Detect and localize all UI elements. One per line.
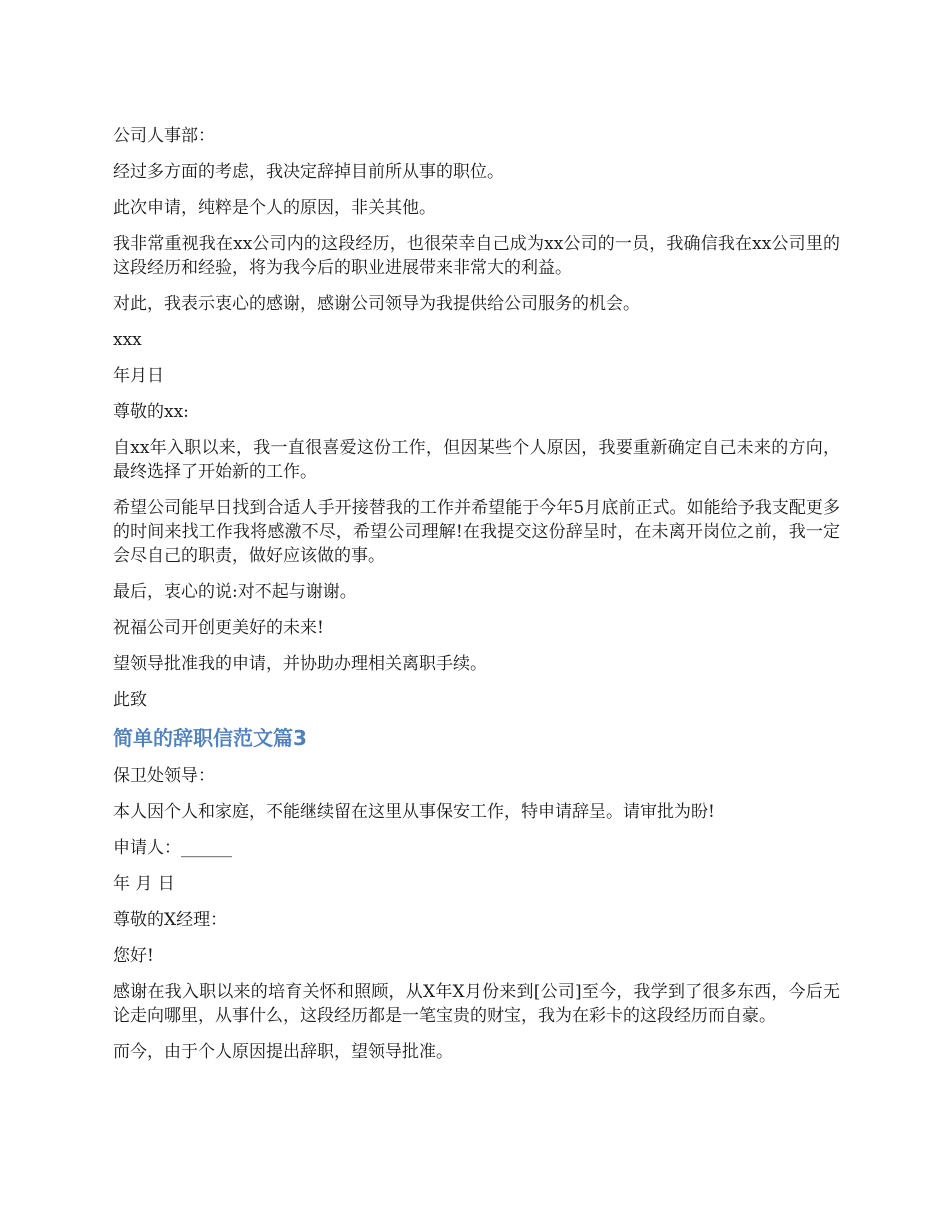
paragraph: 对此，我表示衷心的感谢，感谢公司领导为我提供给公司服务的机会。 <box>113 294 640 314</box>
paragraph: 我非常重视我在xx公司内的这段经历，也很荣幸自己成为xx公司的一员，我确信我在xx公司里的这段经历和经验，将为我今后的职业进展带来非常大的利益。 <box>113 234 840 278</box>
paragraph: 年月日 <box>113 366 164 386</box>
paragraph: 祝福公司开创更美好的未来! <box>113 618 324 638</box>
paragraph: xxx <box>113 330 142 350</box>
paragraph: 自xx年入职以来，我一直很喜爱这份工作，但因某些个人原因，我要重新确定自己未来的方向，最终选择了开始新的工作。 <box>113 438 840 482</box>
paragraph: 公司人事部： <box>113 126 215 146</box>
paragraph: 您好! <box>113 946 154 966</box>
paragraph: 此致 <box>113 690 147 710</box>
paragraph: 申请人：______ <box>113 838 232 858</box>
paragraph: 而今，由于个人原因提出辞职，望领导批准。 <box>113 1042 453 1062</box>
section-heading: 简单的辞职信范文篇3 <box>113 726 307 750</box>
paragraph: 希望公司能早日找到合适人手开接替我的工作并希望能于今年5月底前正式。如能给予我支配更多的时间来找工作我将感激不尽，希望公司理解!在我提交这份辞呈时，在未离开岗位之前，我一定会尽自己的职责，做好应该做的事。 <box>113 498 840 566</box>
document-body <box>113 124 840 1076</box>
paragraph: 尊敬的X经理： <box>113 910 228 930</box>
paragraph: 尊敬的xx: <box>113 402 189 422</box>
paragraph: 最后，衷心的说:对不起与谢谢。 <box>113 582 357 602</box>
paragraph: 经过多方面的考虑，我决定辞掉目前所从事的职位。 <box>113 162 504 182</box>
paragraph: 保卫处领导： <box>113 766 215 786</box>
paragraph: 年 月 日 <box>113 874 175 894</box>
paragraph: 望领导批准我的申请，并协助办理相关离职手续。 <box>113 654 487 674</box>
paragraph: 感谢在我入职以来的培育关怀和照顾，从X年X月份来到[公司]至今，我学到了很多东西，今后无论走向哪里，从事什么，这段经历都是一笔宝贵的财宝，我为在彩卡的这段经历而自豪。 <box>113 982 840 1026</box>
paragraph: 此次申请，纯粹是个人的原因，非关其他。 <box>113 198 436 218</box>
paragraph: 本人因个人和家庭，不能继续留在这里从事保安工作，特申请辞呈。请审批为盼! <box>113 802 715 822</box>
